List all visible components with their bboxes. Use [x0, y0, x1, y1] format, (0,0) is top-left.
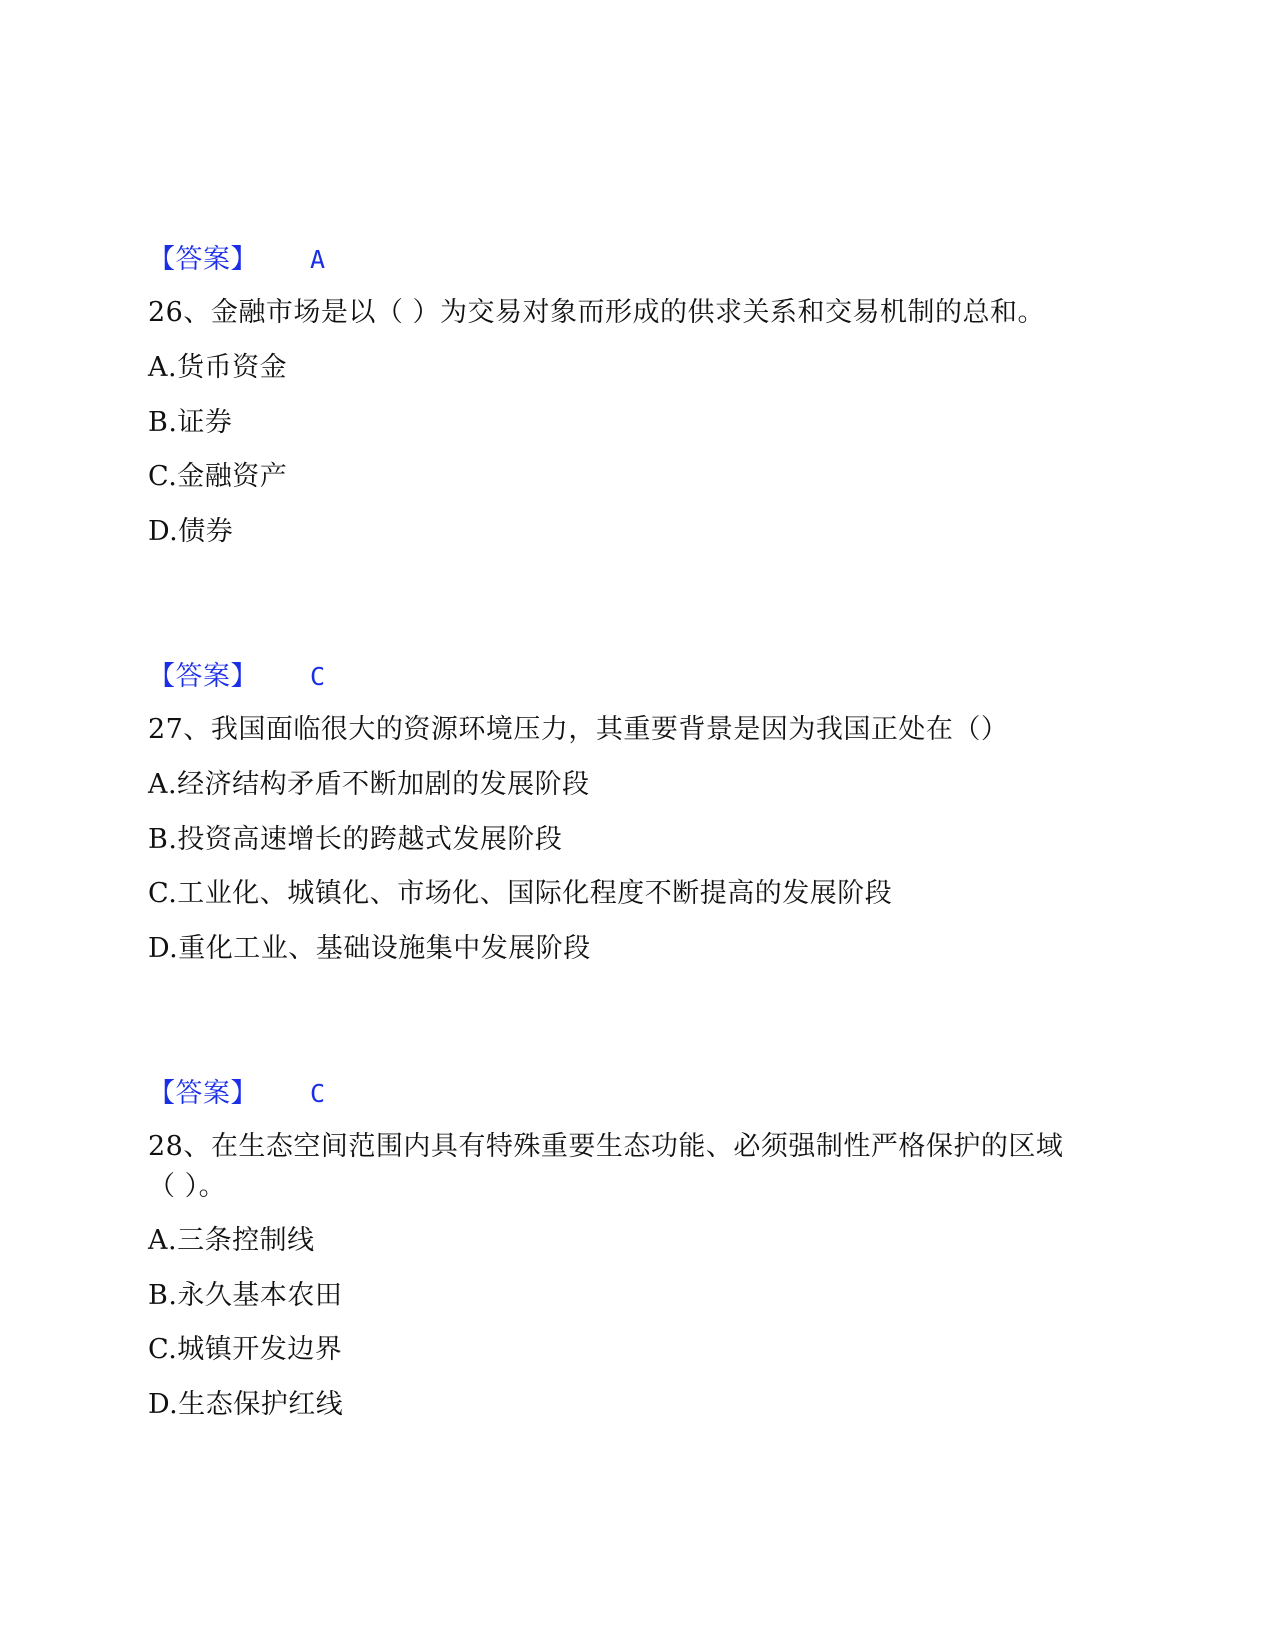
answer-label: 【答案】: [148, 1078, 258, 1109]
question-28-line-1: 28、在生态空间范围内具有特殊重要生态功能、必须强制性严格保护的区域: [148, 1131, 1064, 1162]
answer-label: 【答案】: [148, 661, 258, 692]
q26-option-c: C.金融资产: [148, 461, 288, 492]
q27-option-d: D.重化工业、基础设施集中发展阶段: [148, 933, 591, 964]
q28-option-b: B.永久基本农田: [148, 1280, 343, 1311]
q27-option-a: A.经济结构矛盾不断加剧的发展阶段: [148, 769, 590, 800]
q27-option-b: B.投资高速增长的跨越式发展阶段: [148, 824, 563, 855]
question-28-line-2: （ ）。: [148, 1171, 227, 1202]
question-27: 27、我国面临很大的资源环境压力，其重要背景是因为我国正处在（）: [148, 714, 1009, 745]
q28-option-c: C.城镇开发边界: [148, 1334, 343, 1365]
q27-option-c: C.工业化、城镇化、市场化、国际化程度不断提高的发展阶段: [148, 878, 893, 909]
q28-option-d: D.生态保护红线: [148, 1389, 344, 1420]
answer-label: 【答案】: [148, 244, 258, 275]
q28-option-a: A.三条控制线: [148, 1225, 315, 1256]
answer-value: C: [310, 662, 326, 691]
q26-option-d: D.债券: [148, 516, 234, 547]
answer-value: A: [310, 245, 326, 274]
question-26: 26、金融市场是以（ ）为交易对象而形成的供求关系和交易机制的总和。: [148, 297, 1045, 328]
q26-option-a: A.货币资金: [148, 352, 288, 383]
answer-line-q25: [148, 243, 326, 277]
q26-option-b: B.证券: [148, 407, 233, 438]
answer-line-q26: [148, 660, 326, 694]
answer-line-q27: [148, 1077, 326, 1111]
answer-value: C: [310, 1079, 326, 1108]
